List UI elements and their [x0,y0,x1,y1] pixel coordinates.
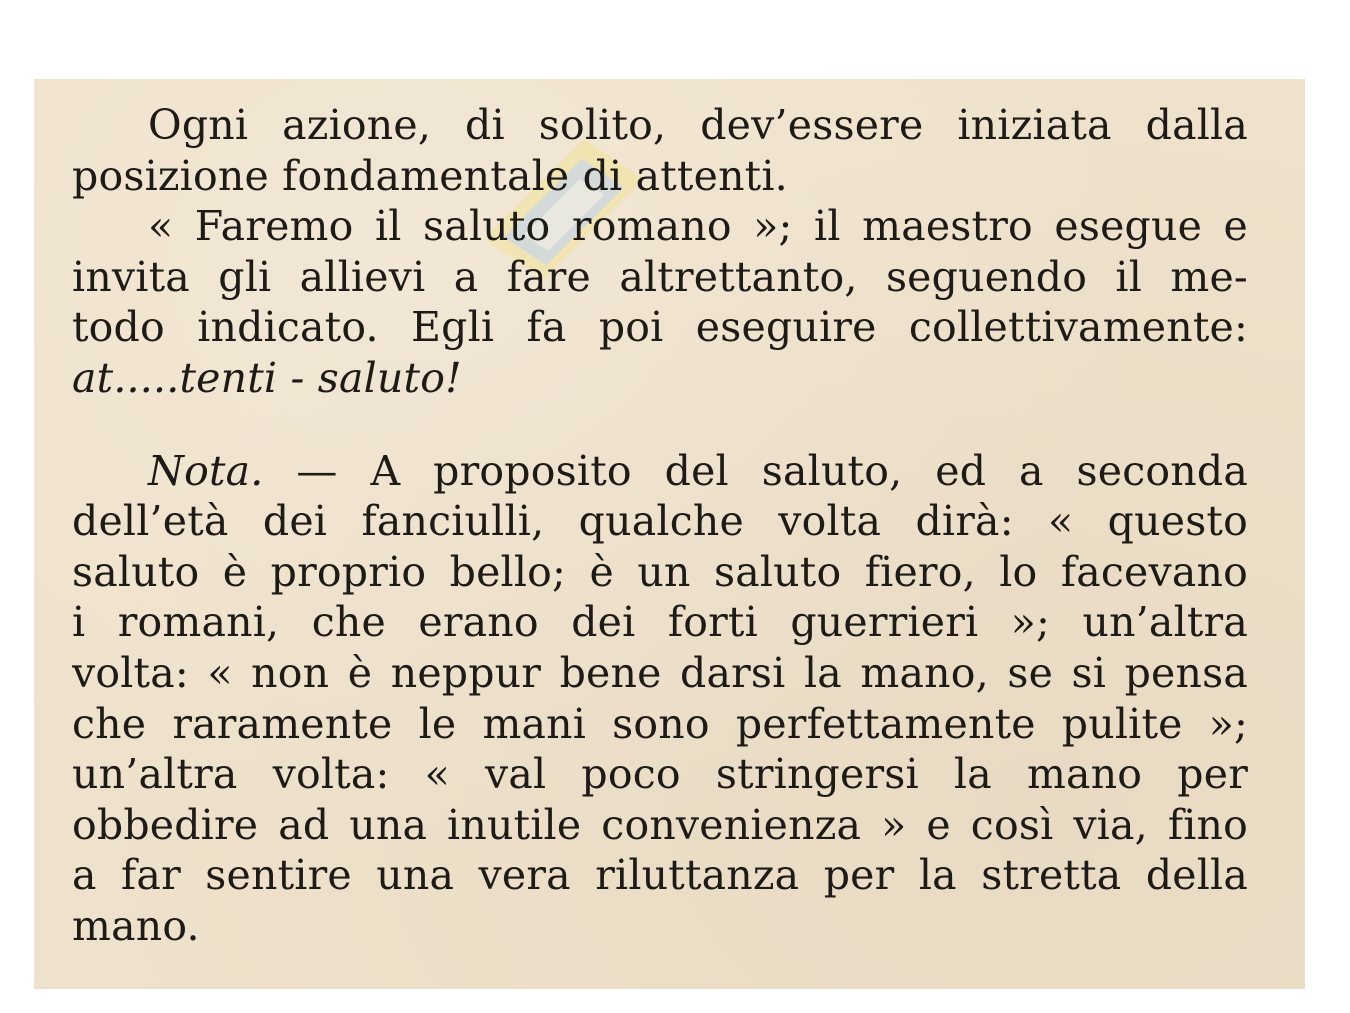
paragraph-1-line-2: posizione fondamentale di attenti. [72,151,788,200]
note-label: Nota. [148,446,264,495]
paragraph-gap [72,404,1248,446]
note-line-5: volta: « non è neppur bene darsi la mano, se si pensa [72,648,1248,697]
paragraph-2-line-3: todo indicato. Egli fa poi eseguire collettivamente: [72,303,1248,352]
paragraph-2-line-1: « Faremo il saluto romano »; il maestro esegue e [148,202,1248,251]
note-line-1 [72,446,1248,497]
note-line-1-text: — A proposito del saluto, ed a seconda [263,446,1248,495]
note-line-8: obbedire ad una inutile convenienza » e così via, fino [72,800,1248,849]
note-line-2: dell’età dei fanciulli, qualche volta dirà: « questo [72,497,1248,546]
document-text [72,100,1248,952]
note-line-6: che raramente le mani sono perfettamente pulite »; [72,699,1248,748]
note-line-7: un’altra volta: « val poco stringersi la mano per [72,750,1248,799]
command-text: at.....tenti - saluto! [72,353,462,402]
note-line-9: a far sentire una vera riluttanza per la stretta della [72,851,1248,900]
paragraph-1-line-1: Ogni azione, di solito, dev’essere iniziata dalla [148,101,1248,149]
paragraph-2-command [72,353,1248,404]
note-line-10: mano. [72,901,200,950]
note-line-3: saluto è proprio bello; è un saluto fiero, lo facevano [72,547,1248,596]
paragraph-2-line-2: invita gli allievi a fare altrettanto, seguendo il me- [72,252,1248,301]
note-line-4: i romani, che erano dei forti guerrieri »; un’altra [72,598,1248,647]
